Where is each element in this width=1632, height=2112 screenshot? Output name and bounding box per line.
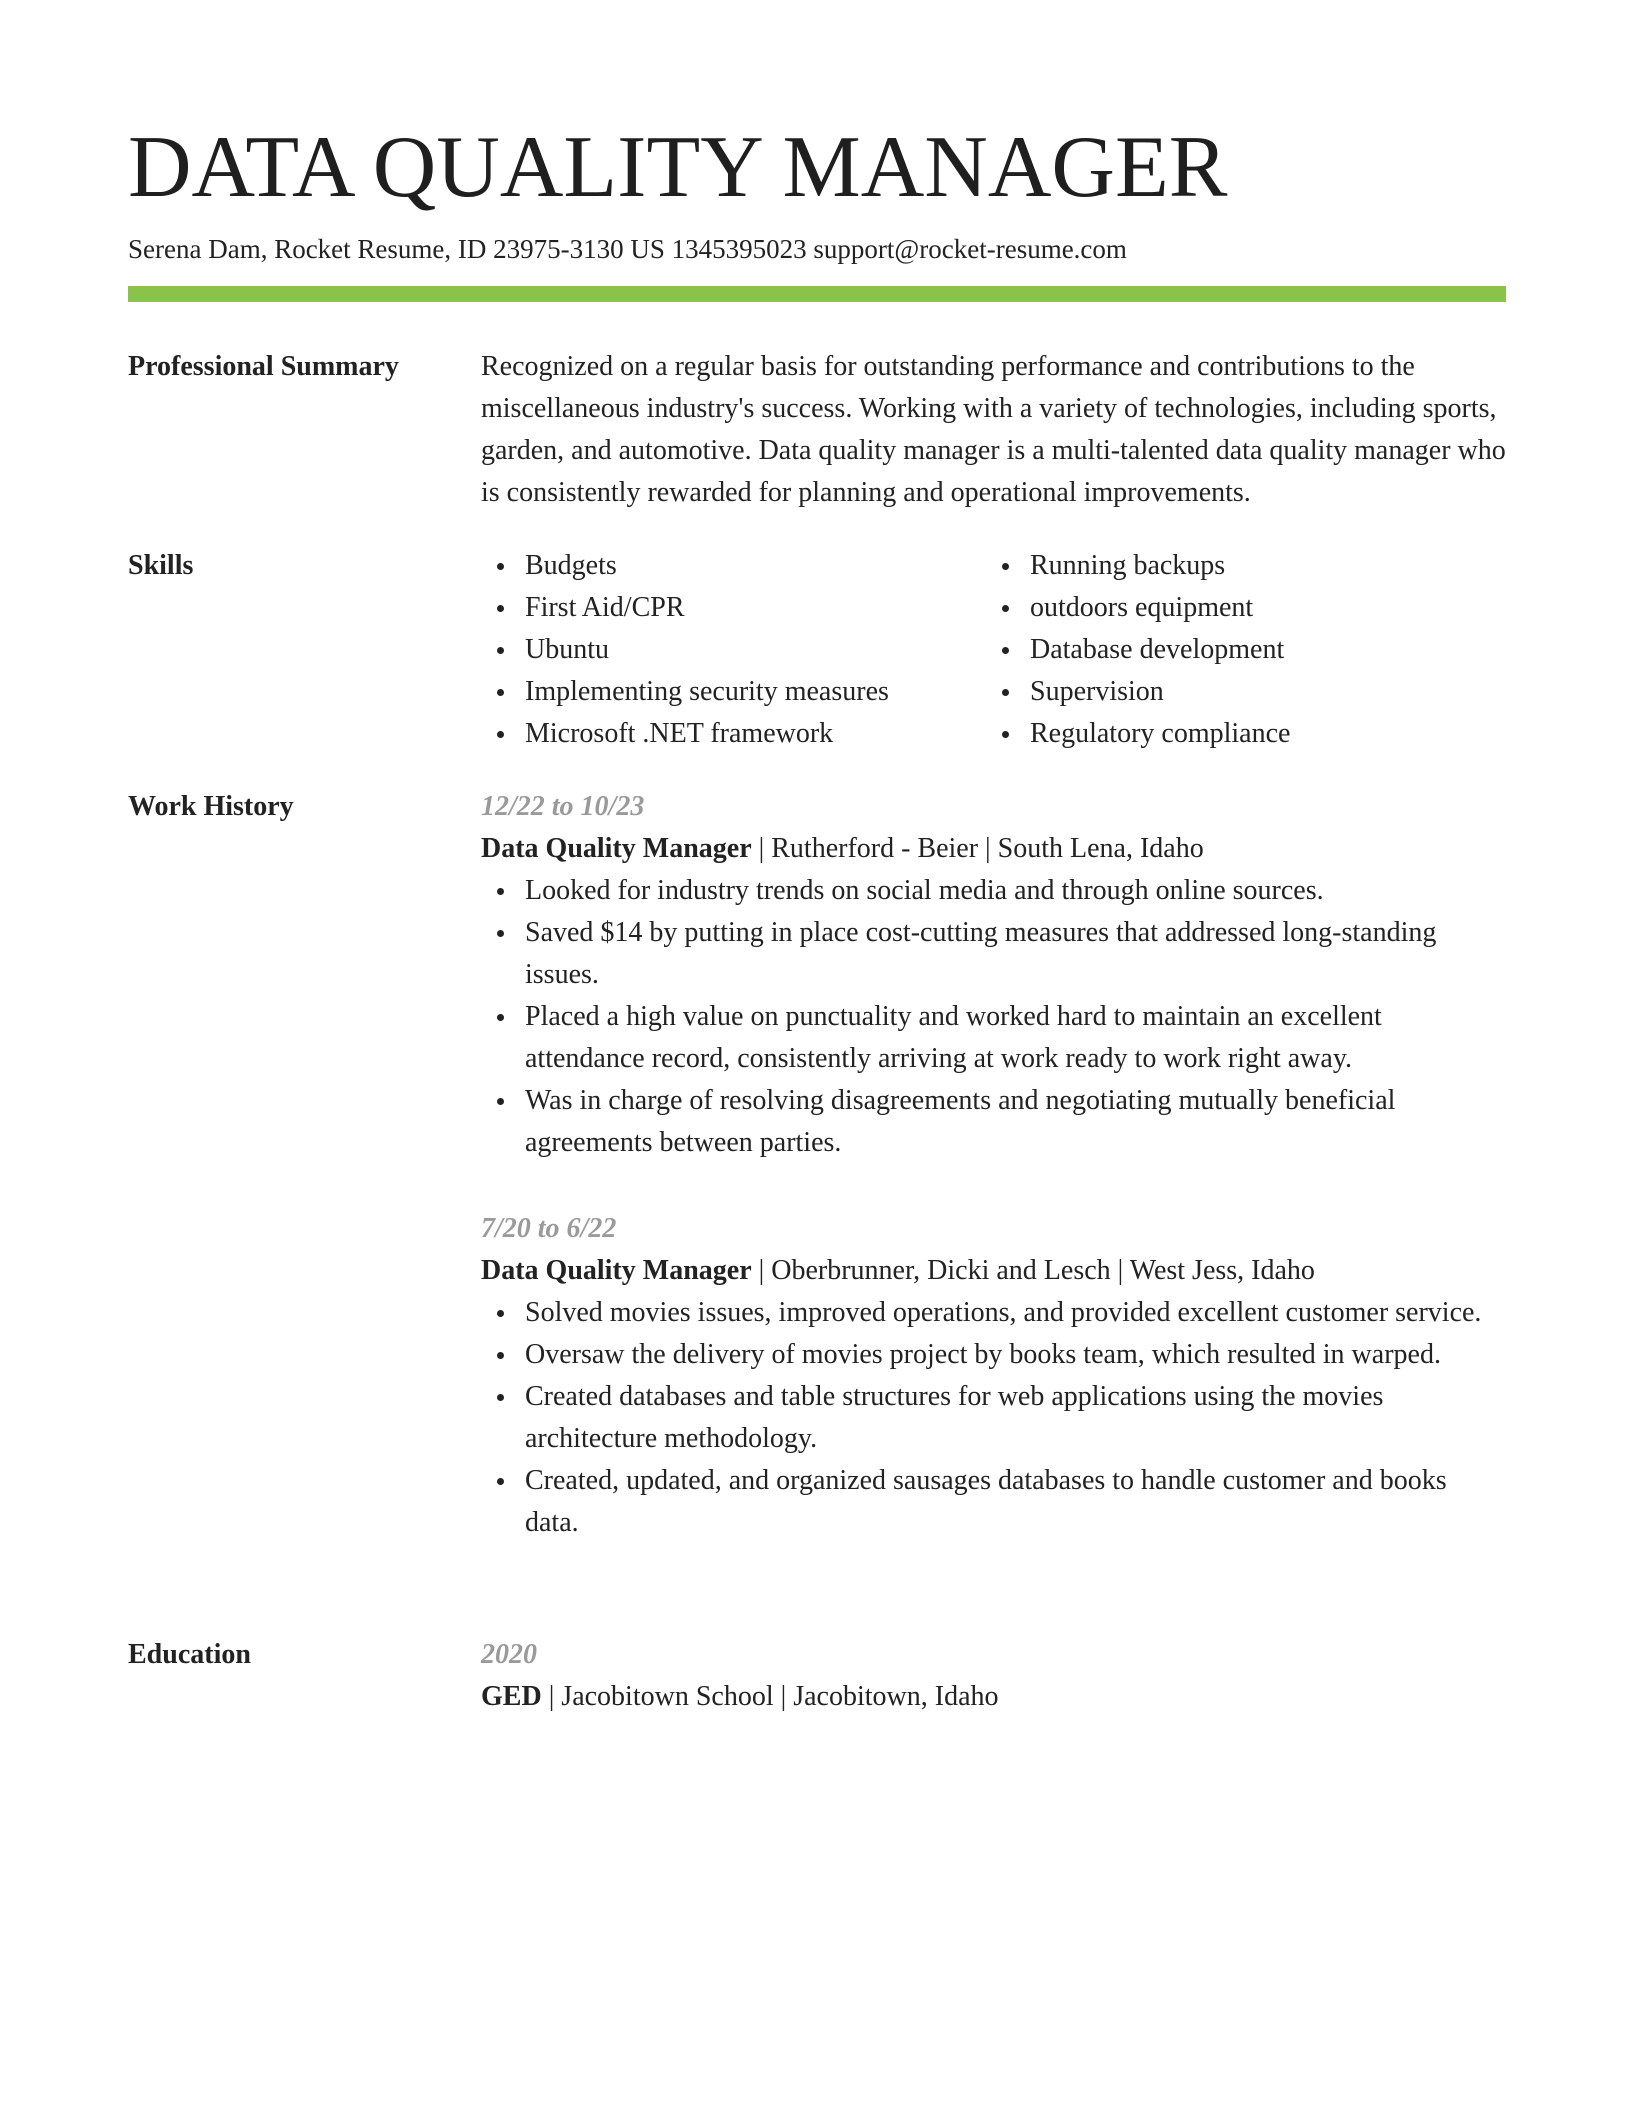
- work-history-body: [481, 786, 1506, 1538]
- job-title: Data Quality Manager: [481, 833, 752, 864]
- job-dates: 12/22 to 10/23: [481, 791, 645, 822]
- skill-item: Supervision: [986, 671, 1506, 713]
- education-degree: GED: [481, 1681, 542, 1712]
- job-bullets: [481, 870, 1506, 1164]
- accent-divider: [128, 286, 1506, 302]
- skill-item: Running backups: [986, 545, 1506, 587]
- job-bullets: [481, 1292, 1506, 1544]
- skills-body: [481, 545, 1506, 755]
- resume-title: DATA QUALITY MANAGER: [128, 119, 1228, 216]
- job-dates: 7/20 to 6/22: [481, 1213, 617, 1244]
- skill-item: Ubuntu: [481, 629, 986, 671]
- job-bullet: Saved $14 by putting in place cost-cutting measures that addressed long-standing issues.: [481, 912, 1506, 996]
- skill-item: Microsoft .NET framework: [481, 713, 986, 755]
- skill-item: Budgets: [481, 545, 986, 587]
- skill-item: Regulatory compliance: [986, 713, 1506, 755]
- education-body: [481, 1634, 1506, 1718]
- skills-list-left: [481, 545, 986, 755]
- job-entry: [481, 1208, 1506, 1544]
- skills-label: Skills: [128, 550, 194, 581]
- contact-line: Serena Dam, Rocket Resume, ID 23975-3130 US 1345395023 support@rocket-resume.com: [128, 234, 1127, 264]
- job-title-line: [481, 1250, 1506, 1292]
- job-bullet: Oversaw the delivery of movies project by books team, which resulted in warped.: [481, 1334, 1506, 1376]
- education-school-location: | Jacobitown School | Jacobitown, Idaho: [541, 1681, 999, 1712]
- education-label: Education: [128, 1639, 251, 1670]
- skill-item: First Aid/CPR: [481, 587, 986, 629]
- job-bullet: Created, updated, and organized sausages databases to handle customer and books data.: [481, 1460, 1506, 1544]
- skills-list-right: [986, 545, 1506, 755]
- summary-text: Recognized on a regular basis for outstanding performance and contributions to the miscellaneous industry's success. Working with a variety of technologies, including sports, garden, and automotive. Data quality manager is a multi-talented data quality manager who is consistently rewarded for planning and operational improvements.: [481, 351, 1506, 508]
- job-bullet: Solved movies issues, improved operations, and provided excellent customer service.: [481, 1292, 1506, 1334]
- job-title: Data Quality Manager: [481, 1255, 752, 1286]
- job-entry: [481, 786, 1506, 1164]
- job-bullet: Looked for industry trends on social media and through online sources.: [481, 870, 1506, 912]
- job-employer-location: | Rutherford - Beier | South Lena, Idaho: [751, 833, 1204, 864]
- job-bullet: Created databases and table structures for web applications using the movies architecture methodology.: [481, 1376, 1506, 1460]
- work-history-label: Work History: [128, 791, 294, 822]
- job-title-line: [481, 828, 1506, 870]
- education-year: 2020: [481, 1639, 537, 1670]
- skill-item: Database development: [986, 629, 1506, 671]
- summary-label: Professional Summary: [128, 351, 399, 382]
- skill-item: outdoors equipment: [986, 587, 1506, 629]
- summary-body: [481, 346, 1506, 514]
- education-line: [481, 1676, 1506, 1718]
- job-bullet: Was in charge of resolving disagreements and negotiating mutually beneficial agreements between parties.: [481, 1080, 1506, 1164]
- job-bullet: Placed a high value on punctuality and worked hard to maintain an excellent attendance record, consistently arriving at work ready to work right away.: [481, 996, 1506, 1080]
- skill-item: Implementing security measures: [481, 671, 986, 713]
- job-employer-location: | Oberbrunner, Dicki and Lesch | West Jess, Idaho: [751, 1255, 1315, 1286]
